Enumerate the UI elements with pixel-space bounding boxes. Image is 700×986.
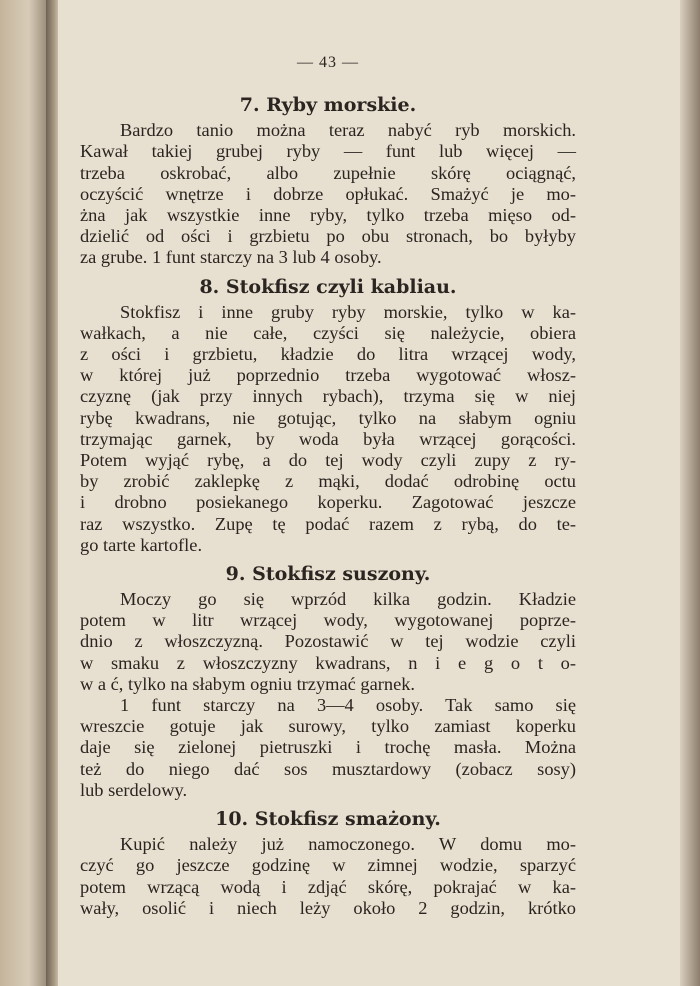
text-line: rybę kwadrans, nie gotując, tylko na słabym ogniu [80, 407, 576, 428]
page-number: — 43 — [297, 54, 359, 71]
page-content [80, 52, 576, 919]
text-line: lub serdelowy. [80, 779, 188, 800]
text-line: Kawał takiej grubej ryby — funt lub więcej — [80, 141, 576, 162]
text-line: żna jak wszystkie inne ryby, tylko trzeba mięso od- [80, 205, 576, 226]
recipe-section [80, 93, 576, 268]
text-line: w smaku z włoszczyzny kwadrans, n i e g o t o- [80, 652, 576, 673]
text-line: Bardzo tanio można teraz nabyć ryb morskich. [120, 120, 576, 141]
text-line: Potem wyjąć rybę, a do tej wody czyli zupy z ry- [80, 450, 576, 471]
text-line: potem wrzącą wodą i zdjąć skórę, pokrajać w ka- [80, 876, 576, 897]
text-line: go tarte kartofle. [80, 534, 203, 555]
text-line: 1 funt starczy na 3—4 osoby. Tak samo się [120, 695, 576, 716]
section-heading: 10. Stokfisz smażony. [215, 808, 441, 831]
text-line: i drobno posiekanego koperku. Zagotować jeszcze [80, 492, 576, 513]
text-line: oczyścić wnętrze i dobrze opłukać. Smażyć je mo- [80, 183, 576, 204]
text-line: wałkach, a nie całe, czyści się należycie, obiera [80, 322, 576, 343]
text-line: dnio z włoszczyzną. Pozostawić w tej wodzie czyli [80, 631, 576, 652]
text-line: czyć go jeszcze godzinę w zimnej wodzie, sparzyć [80, 855, 576, 876]
text-line: w której już poprzednio trzeba wygotować włosz- [80, 365, 576, 386]
text-line: wreszcie gotuje jak surowy, tylko zamiast koperku [80, 716, 576, 737]
text-line: Stokfisz i inne gruby ryby morskie, tylko w ka- [120, 301, 576, 322]
text-line: potem w litr wrzącej wody, wygotowanej poprze- [80, 610, 576, 631]
text-line: wały, osolić i niech leży około 2 godzin, krótko [80, 897, 576, 918]
page-edge-shadow [680, 0, 700, 986]
text-line: trzeba oskrobać, albo zupełnie skórę ociągnąć, [80, 162, 576, 183]
recipe-section [80, 562, 576, 801]
text-line: też do niego dać sos musztardowy (zobacz sosy) [80, 758, 576, 779]
text-line: czyznę (jak przy innych rybach), trzyma się w niej [80, 386, 576, 407]
text-line: Kupić należy już namoczonego. W domu mo- [120, 834, 576, 855]
text-line: z ości i grzbietu, kładzie do litra wrzącej wody, [80, 344, 576, 365]
section-heading: 9. Stokfisz suszony. [225, 563, 431, 586]
text-line: za grube. 1 funt starczy na 3 lub 4 osoby. [80, 247, 382, 268]
text-line: trzymając garnek, by woda była wrzącej gorącości. [80, 428, 576, 449]
text-line: by zrobić zaklepkę z mąki, dodać odrobinę octu [80, 471, 576, 492]
section-heading: 8. Stokfisz czyli kabliau. [199, 275, 457, 298]
text-line: w a ć, tylko na słabym ogniu trzymać garnek. [80, 673, 416, 694]
text-line: daje się zielonej pietruszki i trochę masła. Można [80, 737, 576, 758]
text-line: Moczy go się wprzód kilka godzin. Kładzie [120, 589, 576, 610]
recipe-section [80, 275, 576, 556]
text-line: raz wszystko. Zupę tę podać razem z rybą, do te- [80, 513, 576, 534]
text-line: dzielić od ości i grzbietu po obu stronach, bo byłyby [80, 226, 576, 247]
facing-page-edge [0, 0, 52, 986]
section-heading: 7. Ryby morskie. [239, 94, 417, 117]
recipe-section [80, 807, 576, 919]
